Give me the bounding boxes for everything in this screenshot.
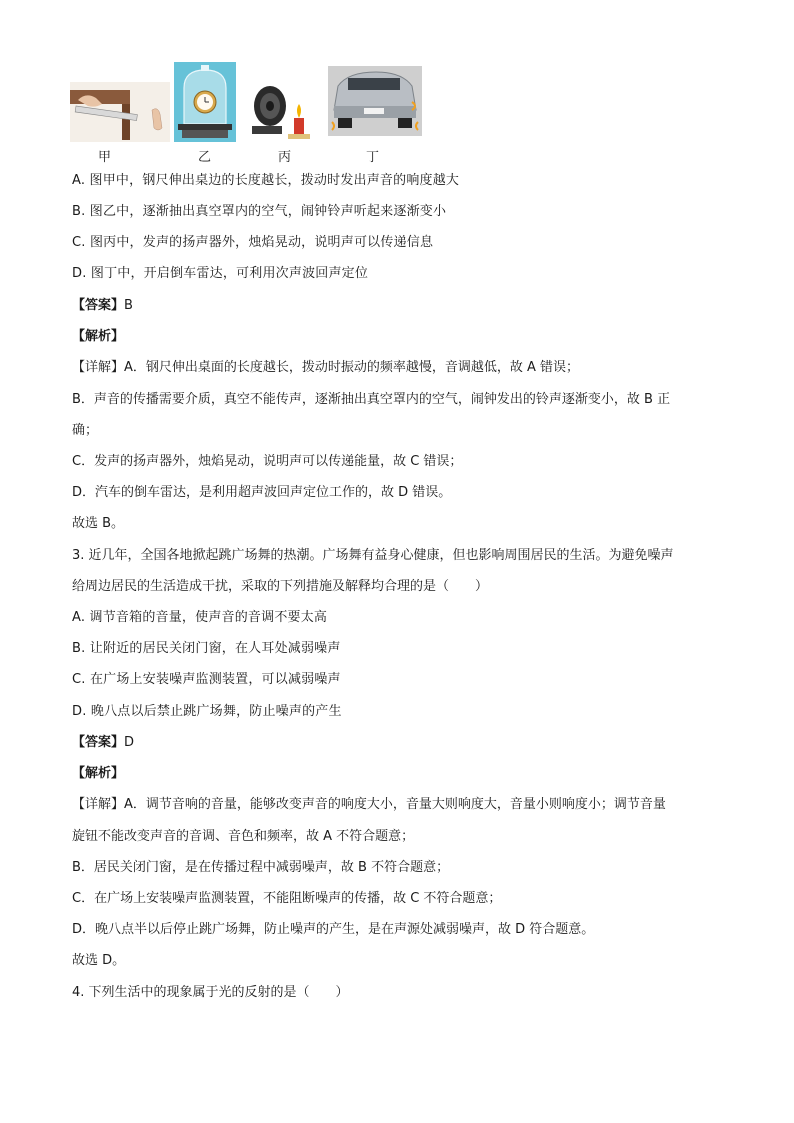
figure-ruler-on-table — [70, 82, 170, 142]
q2-option-b: B. 图乙中，逐渐抽出真空罩内的空气，闹钟铃声听起来逐渐变小 — [72, 204, 447, 219]
q3-answer — [72, 733, 734, 752]
q3-detail-line-1: 【详解】A．调节音响的音量，能够改变声音的响度大小，音量大则响度大，音量小则响度小；调节音量 — [72, 797, 666, 812]
q3-stem-line-2: 给周边居民的生活造成干扰，采取的下列措施及解释均合理的是（ ） — [72, 579, 489, 594]
q2-option-d: D. 图丁中，开启倒车雷达，可利用次声波回声定位 — [72, 266, 369, 281]
q3-answer-tag: 【答案】 — [72, 735, 125, 750]
q3-stem-line-1: 3. 近几年，全国各地掀起跳广场舞的热潮。广场舞有益身心健康，但也影响周围居民的生活。为避免噪声 — [72, 548, 674, 563]
q3-detail-line-2: 旋钮不能改变声音的音调、音色和频率，故 A 不符合题意； — [72, 829, 415, 844]
figure-row — [70, 60, 440, 170]
q3-analysis-tag: 【解析】 — [72, 766, 125, 781]
q3-option-c: C. 在广场上安装噪声监测装置，可以减弱噪声 — [72, 672, 341, 687]
q2-detail-line-6: 故选 B。 — [72, 516, 125, 531]
q3-detail-line-3: B．居民关闭门窗，是在传播过程中减弱噪声，故 B 不符合题意； — [72, 860, 450, 875]
q3-option-d: D. 晚八点以后禁止跳广场舞，防止噪声的产生 — [72, 704, 342, 719]
q3-detail-line-6: 故选 D。 — [72, 953, 126, 968]
q2-detail-line-2: B．声音的传播需要介质，真空不能传声，逐渐抽出真空罩内的空气，闹钟发出的铃声逐渐变小，故 B 正 — [72, 392, 671, 407]
q2-answer-tag: 【答案】 — [72, 298, 125, 313]
figure-label-jia: 甲 — [98, 150, 112, 165]
figure-label-yi: 乙 — [198, 150, 212, 165]
figure-car-radar — [328, 66, 422, 136]
q3-option-a: A. 调节音箱的音量，使声音的音调不要太高 — [72, 610, 328, 625]
figure-label-ding: 丁 — [366, 150, 380, 165]
q2-detail-line-3: 确； — [72, 423, 99, 438]
q2-answer — [72, 296, 734, 315]
figure-label-bing: 丙 — [278, 150, 292, 165]
q2-detail-line-4: C．发声的扬声器外，烛焰晃动，说明声可以传递能量，故 C 错误； — [72, 454, 463, 469]
q4-stem: 4. 下列生活中的现象属于光的反射的是（ ） — [72, 985, 349, 1000]
q3-answer-value: D — [124, 735, 135, 750]
q2-analysis-tag: 【解析】 — [72, 329, 125, 344]
q3-detail-line-4: C．在广场上安装噪声监测装置，不能阻断噪声的传播，故 C 不符合题意； — [72, 891, 502, 906]
q2-answer-value: B — [124, 298, 133, 313]
q2-detail-line-1: 【详解】A．钢尺伸出桌面的长度越长，拨动时振动的频率越慢，音调越低，故 A 错误； — [72, 360, 580, 375]
q2-detail-line-5: D．汽车的倒车雷达，是利用超声波回声定位工作的，故 D 错误。 — [72, 485, 452, 500]
figure-bell-jar-alarm — [174, 62, 236, 142]
q2-option-a: A. 图甲中，钢尺伸出桌边的长度越长，拨动时发出声音的响度越大 — [72, 173, 460, 188]
q3-option-b: B. 让附近的居民关闭门窗，在人耳处减弱噪声 — [72, 641, 341, 656]
figure-speaker-candle — [248, 82, 314, 142]
q2-option-c: C. 图丙中，发声的扬声器外，烛焰晃动，说明声可以传递信息 — [72, 235, 434, 250]
q3-detail-line-5: D．晚八点半以后停止跳广场舞，防止噪声的产生，是在声源处减弱噪声，故 D 符合题意。 — [72, 922, 595, 937]
